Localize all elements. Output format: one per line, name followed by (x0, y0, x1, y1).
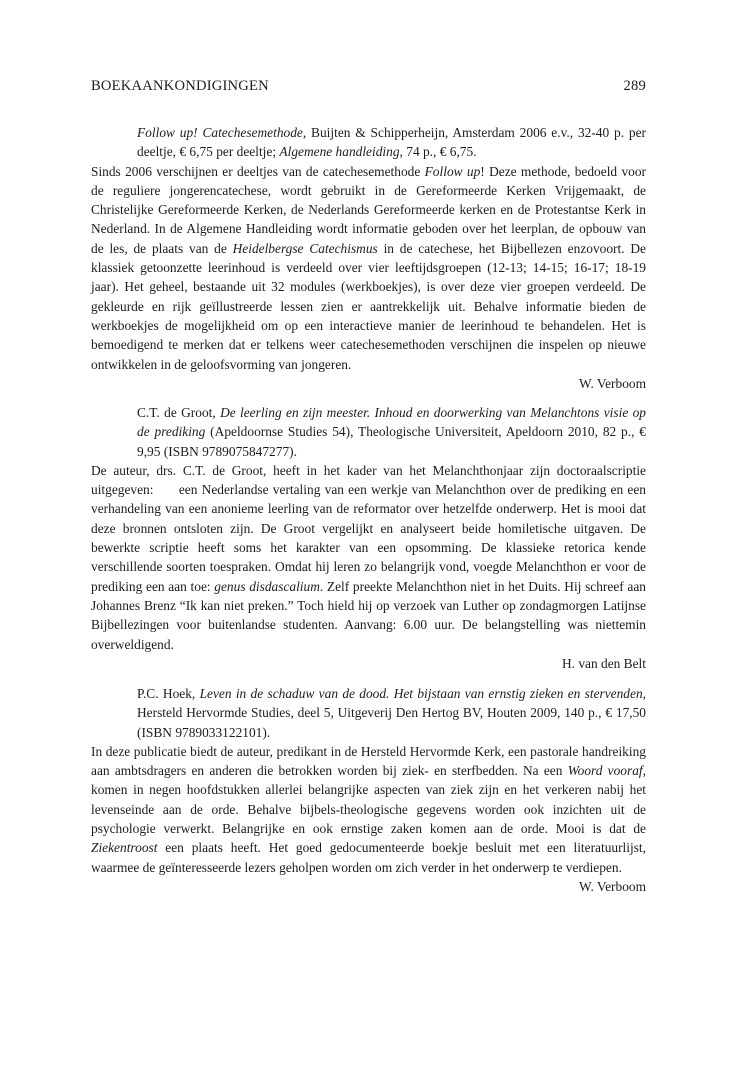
running-title: BOEKAANKONDIGINGEN (91, 78, 269, 94)
citation-segment: , 74 p., € 6,75. (399, 144, 477, 160)
review-body (91, 461, 650, 654)
body-segment: genus disdascalium (214, 578, 320, 594)
reviewer-signature: W. Verboom (579, 375, 646, 391)
citation-segment: C.T. de Groot, (137, 405, 221, 420)
body-segment: Heidelbergse Catechismus (232, 240, 378, 256)
review-follow-up (91, 123, 646, 393)
body-segment: Woord vooraf (567, 763, 643, 779)
review-de-leerling (91, 403, 650, 673)
body-segment: Ziekentroost (91, 840, 158, 856)
citation-segment: Algemene handleiding (279, 144, 400, 160)
review-body (91, 742, 646, 877)
body-segment: in de catechese, het Bijbellezen enzovoort. De klassiek getoonzette leerinhoud is verdeeld over vier leeftijdsgroepen (12-13; 14-15; 16-17; 18-19 jaar). Het geheel, bestaande uit 32 modules (werkboekjes), is over deze vier groepen verdeeld. De gekleurde en rijk geïllustreerde lessen zien er aantrekkelijk uit. Behalve informatie bieden de werkboekjes de mogelijkheid om op een interactieve manier de leerinhoud te behandelen. Het is bemoedigend te merken dat er telkens weer catechesemethoden verschijnen die inspelen op nieuwe ontwikkelen in de geloofsvorming van jongeren. (91, 240, 647, 372)
citation-segment: Follow up! Catechesemethode (137, 125, 303, 140)
body-segment: ! Deze methode, bedoeld voor de reguliere jongerencatechese, wordt gebruikt in de Gereformeerde Kerken Vrijgemaakt, de Christelijke Gereformeerde Kerken, de Nederlands Gereformeerde kerken en de Protestantse Kerk in Nederland. In de Algemene Handleiding wordt informatie geboden over het leerplan, de opbouw van de les, de plaats van de (91, 163, 646, 256)
citation-segment: De leerling en zijn meester. Inhoud en doorwerking van Melanchtons visie op de prediking (137, 405, 646, 440)
body-segment: Follow up (424, 163, 481, 179)
body-segment: In deze publicatie biedt de auteur, predikant in de Hersteld Hervormde Kerk, een pastorale handreiking aan ambtsdragers en anderen die betrokken worden bij ziek- en sterfbedden. Na een (91, 743, 646, 779)
citation-segment: , Hersteld Hervormde Studies, deel 5, Uitgeverij Den Hertog BV, Houten 2009, 140 p., € 17,50 (ISBN 9789033122101). (137, 686, 646, 740)
review-leven-in-de-schaduw (91, 684, 646, 896)
running-header (91, 78, 646, 100)
citation-segment: , Buijten & Schipperheijn, Amsterdam 2006 e.v., 32-40 p. per deeltje, € 6,75 per deeltje; (137, 125, 646, 160)
citation-segment: (Apeldoornse Studies 54), Theologische Universiteit, Apeldoorn 2010, 82 p., € 9,95 (ISBN 9789075847277). (137, 424, 647, 459)
body-segment: Sinds 2006 verschijnen er deeltjes van de catechesemethode (91, 163, 425, 179)
reviewer-signature: H. van den Belt (561, 655, 646, 671)
body-segment: , komen in negen hoofdstukken allerlei belangrijke aspecten van ziek zijn en het verkeren nabij het levenseinde aan de orde. Behalve bijbels-theologische gegevens worden ook inzichten uit de psychologie verwerkt. Belangrijke en ook ernstige zaken komen aan de orde. Mooi is dat de (91, 763, 646, 837)
review-citation (91, 123, 646, 162)
body-segment: De auteur, drs. C.T. de Groot, heeft in het kader van het Melanchthonjaar zijn doctoraalscriptie uitgegeven: een Nederlandse vertaling van een werkje van Melanchthon over de prediking en een verhandeling van een anonieme leerling van de reformator over hetzelfde onderwerp. Het is mooi dat deze bronnen ontsloten zijn. De Groot vergelijkt en analyseert beide homiletische uitgaven. De bewerkte scriptie heeft soms het karakter van een opsomming. De klassieke retorica kende verschillende soorten toespraken. Omdat hij leren zo belangrijk vond, voegde Melanchthon er voor de prediking een aan toe: (91, 462, 650, 594)
citation-segment: P.C. Hoek, (137, 686, 200, 701)
review-citation (91, 684, 646, 742)
review-citation (91, 403, 646, 461)
reviewer-signature: W. Verboom (579, 878, 646, 894)
citation-segment: Leven in de schaduw van de dood. Het bijstaan van ernstig zieken en stervenden (199, 686, 643, 701)
review-body (91, 162, 646, 374)
body-segment: . Zelf preekte Melanchthon niet in het Duits. Hij schreef aan Johannes Brenz “Ik kan niet preken.” Toch hield hij op verzoek van Luther op zondagmorgen Latijnse Bijbellezingen voor buitenlandse studenten. Aanvang: 6.00 uur. De belangstelling was niettemin overweldigend. (91, 578, 646, 652)
page-number: 289 (623, 78, 646, 94)
body-segment: een plaats heeft. Het goed gedocumenteerde boekje besluit met een literatuurlijst, waarmee de geïnteresseerde lezers geholpen worden om zich verder in het onderwerp te verdiepen. (91, 840, 646, 875)
